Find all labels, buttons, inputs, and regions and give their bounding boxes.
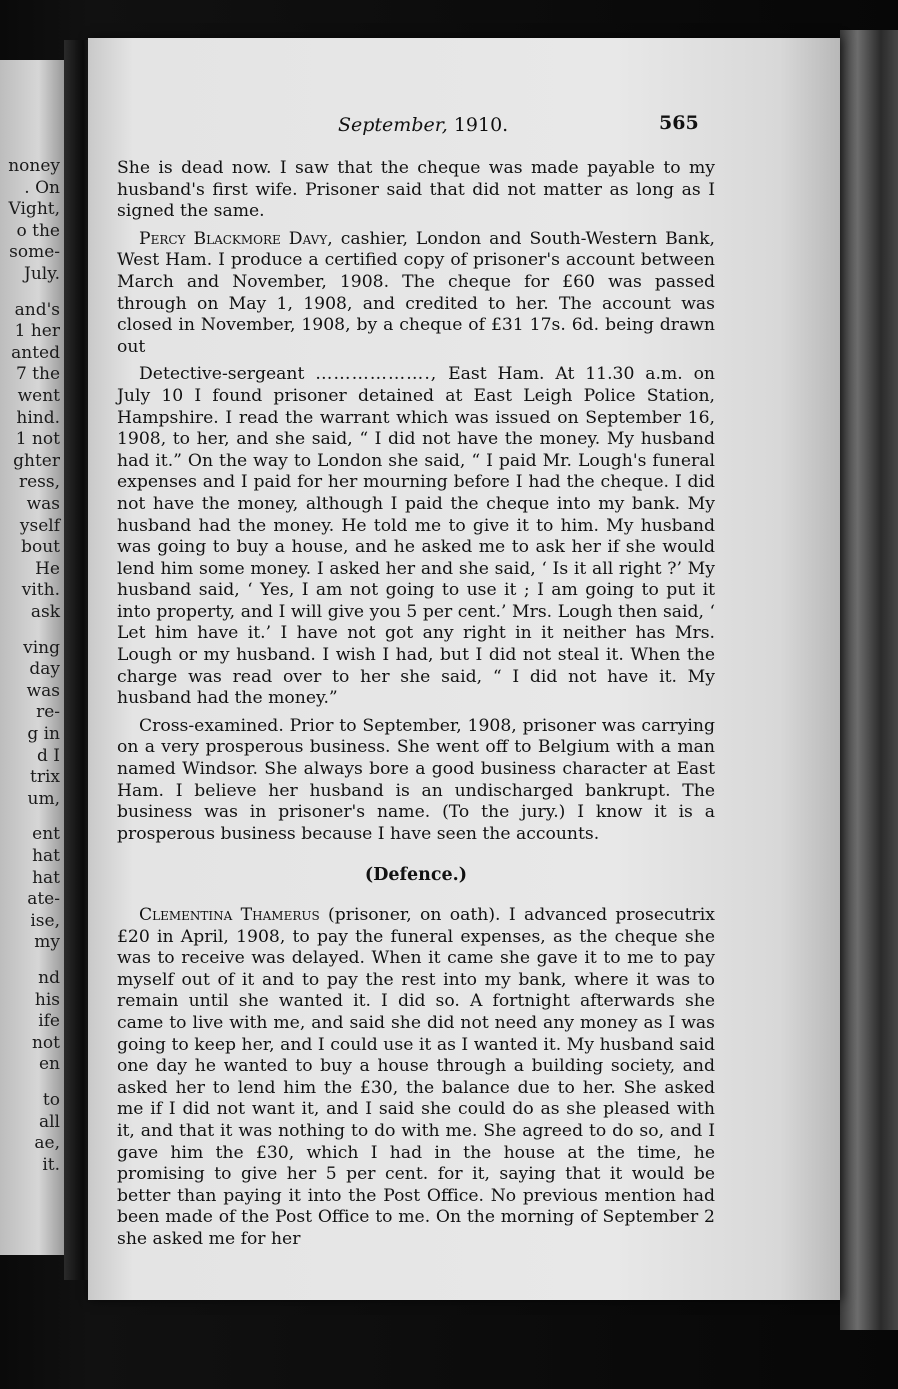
left-page-fragment: not	[31, 1032, 60, 1053]
left-page-fragment: 1 her	[14, 321, 60, 342]
left-page-fragment: and's	[14, 299, 60, 320]
left-page-fragment: re-	[36, 702, 60, 723]
left-page-fragment: . On	[24, 177, 60, 198]
redacted-name-dots: ……………….,	[315, 364, 438, 385]
left-page-fragment: to	[42, 1090, 60, 1110]
left-page-fragment: his	[34, 989, 60, 1010]
left-page-fragment: ask	[30, 602, 60, 622]
left-page-fragment: o the	[16, 220, 60, 241]
left-page-fragment: ghter	[13, 450, 60, 471]
running-head	[338, 114, 508, 136]
page-body	[117, 158, 715, 1257]
left-page-fragment: trix	[30, 767, 60, 788]
left-page-fragment: 1 not	[15, 429, 60, 450]
left-page-fragment: yself	[19, 515, 60, 536]
left-page-fragment: en	[38, 1054, 60, 1075]
paragraph-3	[117, 364, 715, 710]
left-page-fragment: ae,	[34, 1133, 60, 1154]
left-page-fragment: um,	[27, 788, 60, 809]
left-page-fragment: 7 the	[15, 364, 60, 385]
left-page-fragment: g in	[27, 724, 60, 744]
left-page-fragment: was	[26, 494, 60, 514]
paragraph-5	[117, 905, 715, 1251]
left-page-fragment: my	[34, 932, 60, 953]
page-number: 565	[659, 112, 699, 134]
paragraph-1: She is dead now. I saw that the cheque was made payable to my husband's first wife. Prisoner said that did not matter as long as I signed the same.	[117, 158, 715, 222]
left-page-fragment: all	[38, 1111, 60, 1132]
left-page-fragment: ent	[32, 824, 60, 845]
page-header	[88, 114, 840, 144]
paragraph-5-text: (prisoner, on oath). I advanced prosecutrix £20 in April, 1908, to pay the funeral expenses, as the cheque she was to receive was delayed. When it came she gave it to me to pay myself out of it and to pay the rest into my bank, where it was to remain until she wanted it. I did so. A fortnight afterwards she came to live with me, and said she did not need any money as I was going to keep her, and I could use it as I wanted it. My husband said one day he wanted to buy a house through a building society, and asked her to lend him the £30, the balance due to her. She asked me if I did not want it, and I said she could do as she pleased with it, and that it was nothing to do with me. She agreed to do so, and I gave him the £30, which I had in the house at the time, he promising to give her 5 per cent. for it, saying that it would be better than paying it into the Post Office. No previous mention had been made of the Post Office to me. On the morning of September 2 she asked me for her	[117, 905, 715, 1249]
left-page-fragment: ress,	[18, 472, 60, 493]
running-head-year: 1910.	[453, 114, 509, 136]
left-page-fragment: ife	[38, 1011, 60, 1032]
left-page-fragment: it.	[42, 1154, 60, 1175]
left-page-fragment: d I	[36, 745, 60, 766]
left-page-fragment: was	[26, 680, 60, 701]
left-page-fragment: vith.	[21, 580, 60, 601]
left-facing-page	[0, 60, 64, 1255]
left-page-fragment: went	[17, 386, 60, 406]
left-page-fragment: He	[35, 558, 60, 579]
section-heading-defence: (Defence.)	[364, 865, 468, 886]
running-head-month: September,	[338, 114, 448, 136]
paragraph-2-text: , cashier, London and South-Western Bank, West Ham. I produce a certified copy of prisoner's account between March and November, 1908. The cheque for £60 was passed through on May 1, 1908, and credited to her. The account was closed in November, 1908, by a cheque of £31 17s. 6d. being drawn out	[117, 228, 715, 357]
paragraph-2	[117, 229, 715, 359]
witness-name-davy: Percy Blackmore Davy	[139, 228, 328, 249]
page	[88, 38, 840, 1300]
page-edge-shadow	[840, 30, 898, 1330]
left-page-fragment: noney	[8, 156, 60, 176]
left-page-fragment: hat	[32, 846, 60, 866]
left-page-fragment: nd	[38, 968, 60, 988]
left-page-fragment: day	[29, 659, 60, 680]
left-page-fragment: hat	[32, 867, 60, 888]
left-page-fragment: Vight,	[8, 199, 60, 220]
left-page-fragment: anted	[11, 342, 60, 363]
paragraph-3-start: Detective-sergeant	[139, 364, 305, 385]
left-page-fragment: hind.	[16, 407, 60, 428]
left-page-fragment: ving	[23, 637, 60, 658]
left-page-fragment: bout	[21, 537, 60, 558]
witness-name-thamerus: Clementina Thamerus	[139, 905, 320, 925]
left-page-fragment: some-	[9, 242, 60, 263]
left-page-fragment: July.	[24, 264, 60, 284]
left-page-fragment: ate-	[27, 889, 60, 910]
paragraph-3-text: East Ham. At 11.30 a.m. on July 10 I found prisoner detained at East Leigh Police Station, Hampshire. I read the warrant which was issued on September 16, 1908, to her, and she said, “ I did not have the money. My husband had it.” On the way to London she said, “ I paid Mr. Lough's funeral expenses and I paid for her mourning before I had the cheque. I did not have the money, although I paid the cheque into my bank. My husband had the money. He told me to give it to him. My husband was going to buy a house, and he asked me to ask her if she would lend him some money. I asked her and she said, ‘ Is it all right ?’ My husband said, ‘ Yes, I am not going to use it ; I am going to put it into property, and I will give you 5 per cent.’ Mrs. Lough then said, ‘ Let him have it.’ I have not got any right in it neither has Mrs. Lough or my husband. I wish I had, but I did not steal it. When the charge was read over to her she said, “ I did not have it. My husband had the money.”	[117, 364, 715, 709]
paragraph-4: Cross-examined. Prior to September, 1908, prisoner was carrying on a very prosperous business. She went off to Belgium with a man named Windsor. She always bore a good business character at East Ham. I believe her husband is an undischarged bankrupt. The business was in prisoner's name. (To the jury.) I know it is a prosperous business because I have seen the accounts.	[117, 715, 715, 844]
left-page-fragment: ise,	[30, 910, 60, 931]
